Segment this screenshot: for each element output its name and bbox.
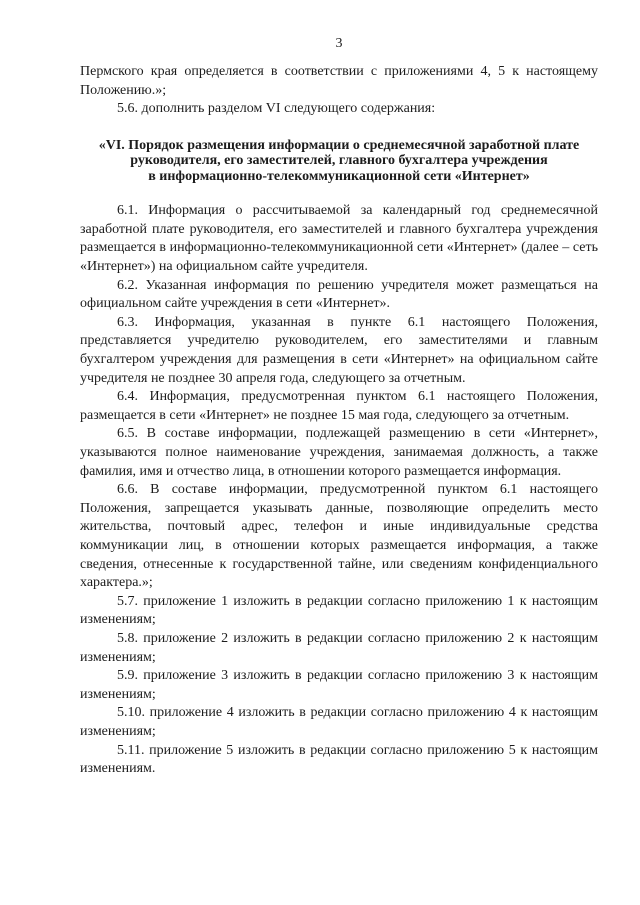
paragraph-continuation: Пермского края определяется в соответствии с приложениями 4, 5 к настоящему Положению.»; xyxy=(80,64,598,98)
paragraph-5-6: 5.6. дополнить разделом VI следующего содержания: xyxy=(117,101,436,117)
paragraph-6-1: 6.1. Информация о рассчитываемой за календарный год среднемесячной заработной плате руководителя, его заместителей и главного бухгалтера учреждения размещается в информационно-телекоммуникационной сети «Интернет» (далее – сеть «Интернет») на официальном сайте учредителя. xyxy=(80,203,598,275)
paragraph-5-7: 5.7. приложение 1 изложить в редакции согласно приложению 1 к настоящим изменениям; xyxy=(80,593,598,628)
heading-line: «VI. Порядок размещения информации о среднемесячной заработной плате xyxy=(98,137,580,153)
paragraph-6-2: 6.2. Указанная информация по решению учредителя может размещаться на официальном сайте учреждения в сети «Интернет». xyxy=(80,277,598,312)
paragraph-6-5: 6.5. В составе информации, подлежащей размещению в сети «Интернет», указываются полное наименование учреждения, занимаемая должность, а также фамилия, имя и отчество лица, в отношении которого размещается информация. xyxy=(80,426,598,479)
paragraph-5-9: 5.9. приложение 3 изложить в редакции согласно приложению 3 к настоящим изменениям; xyxy=(80,668,598,702)
document-body xyxy=(80,63,598,779)
heading-line: в информационно-телекоммуникационной сети «Интернет» xyxy=(148,168,530,184)
paragraph-5-11: 5.11. приложение 5 изложить в редакции согласно приложению 5 к настоящим изменениям. xyxy=(80,742,598,777)
paragraph-6-6: 6.6. В составе информации, предусмотренной пунктом 6.1 настоящего Положения, запрещается указывать данные, позволяющие определить место жительства, почтовый адрес, телефон и иные индивидуальные средства коммуникации лиц, в отношении которых размещается информация, а также сведения, отнесенные к государственной тайне, или сведениям конфиденциального характера.»; xyxy=(80,482,598,591)
page-number: 3 xyxy=(335,36,343,51)
heading-line: руководителя, его заместителей, главного бухгалтера учреждения xyxy=(130,153,548,169)
section-heading xyxy=(80,138,598,185)
paragraph-5-10: 5.10. приложение 4 изложить в редакции согласно приложению 4 к настоящим изменениям; xyxy=(80,705,598,739)
paragraph-5-8: 5.8. приложение 2 изложить в редакции согласно приложению 2 к настоящим изменениям; xyxy=(80,630,598,665)
paragraph-6-3: 6.3. Информация, указанная в пункте 6.1 настоящего Положения, представляется учредителю руководителем, его заместителями и главным бухгалтером учреждения для размещения в сети «Интернет» на официальном сайте учредителя не позднее 30 апреля года, следующего за отчетным. xyxy=(80,314,598,386)
paragraph-6-4: 6.4. Информация, предусмотренная пунктом 6.1 настоящего Положения, размещается в сети «Интернет» не позднее 15 мая года, следующего за отчетным. xyxy=(80,389,598,423)
